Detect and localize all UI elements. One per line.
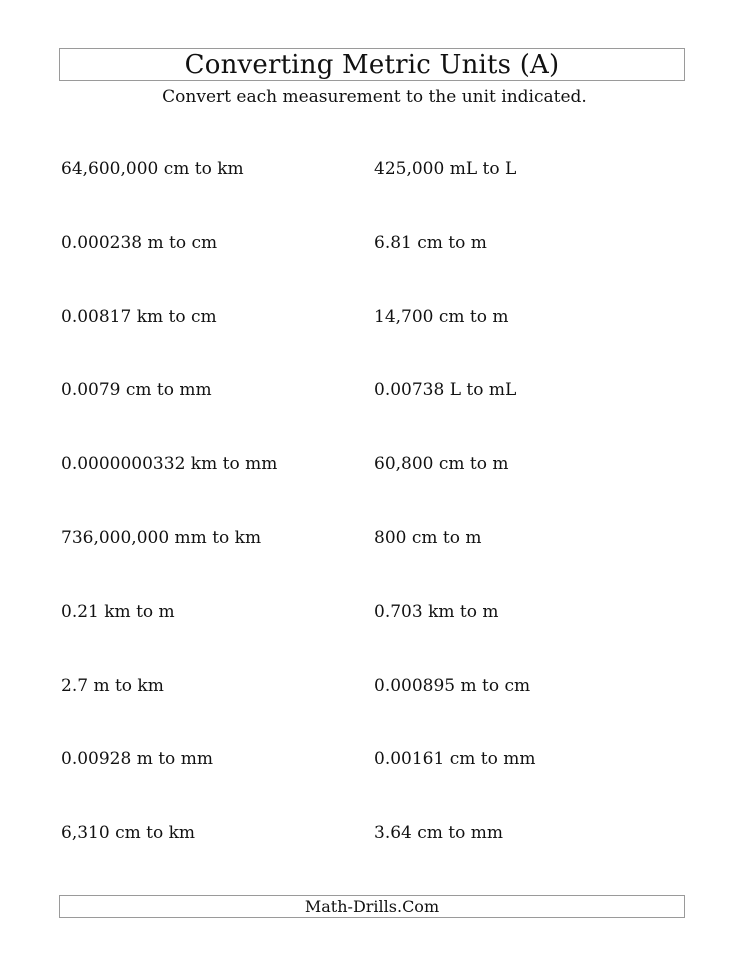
- problem-item: 6.81 cm to m: [374, 233, 487, 253]
- problem-item: 0.00817 km to cm: [61, 307, 217, 327]
- footer-box: [59, 895, 685, 918]
- problem-item: 0.0000000332 km to mm: [61, 454, 278, 474]
- footer-site: Math-Drills.Com: [304, 896, 440, 916]
- problem-item: 0.0079 cm to mm: [61, 380, 212, 400]
- problem-item: 0.21 km to m: [61, 602, 175, 622]
- instructions: Convert each measurement to the unit indicated.: [162, 87, 587, 107]
- problem-item: 0.000238 m to cm: [61, 233, 218, 253]
- problem-item: 14,700 cm to m: [374, 307, 509, 327]
- problem-item: 0.000895 m to cm: [374, 676, 531, 696]
- problem-item: 0.703 km to m: [374, 602, 499, 622]
- problem-item: 64,600,000 cm to km: [61, 159, 244, 179]
- page-title: Converting Metric Units (A): [184, 49, 560, 80]
- problem-item: 736,000,000 mm to km: [61, 528, 262, 548]
- problem-item: 2.7 m to km: [61, 676, 164, 696]
- problem-item: 60,800 cm to m: [374, 454, 509, 474]
- problem-item: 800 cm to m: [374, 528, 482, 548]
- problem-item: 3.64 cm to mm: [374, 823, 504, 843]
- problem-item: 425,000 mL to L: [374, 159, 517, 179]
- problem-item: 6,310 cm to km: [61, 823, 196, 843]
- problem-item: 0.00161 cm to mm: [374, 749, 536, 769]
- problem-item: 0.00738 L to mL: [374, 380, 517, 400]
- problem-item: 0.00928 m to mm: [61, 749, 213, 769]
